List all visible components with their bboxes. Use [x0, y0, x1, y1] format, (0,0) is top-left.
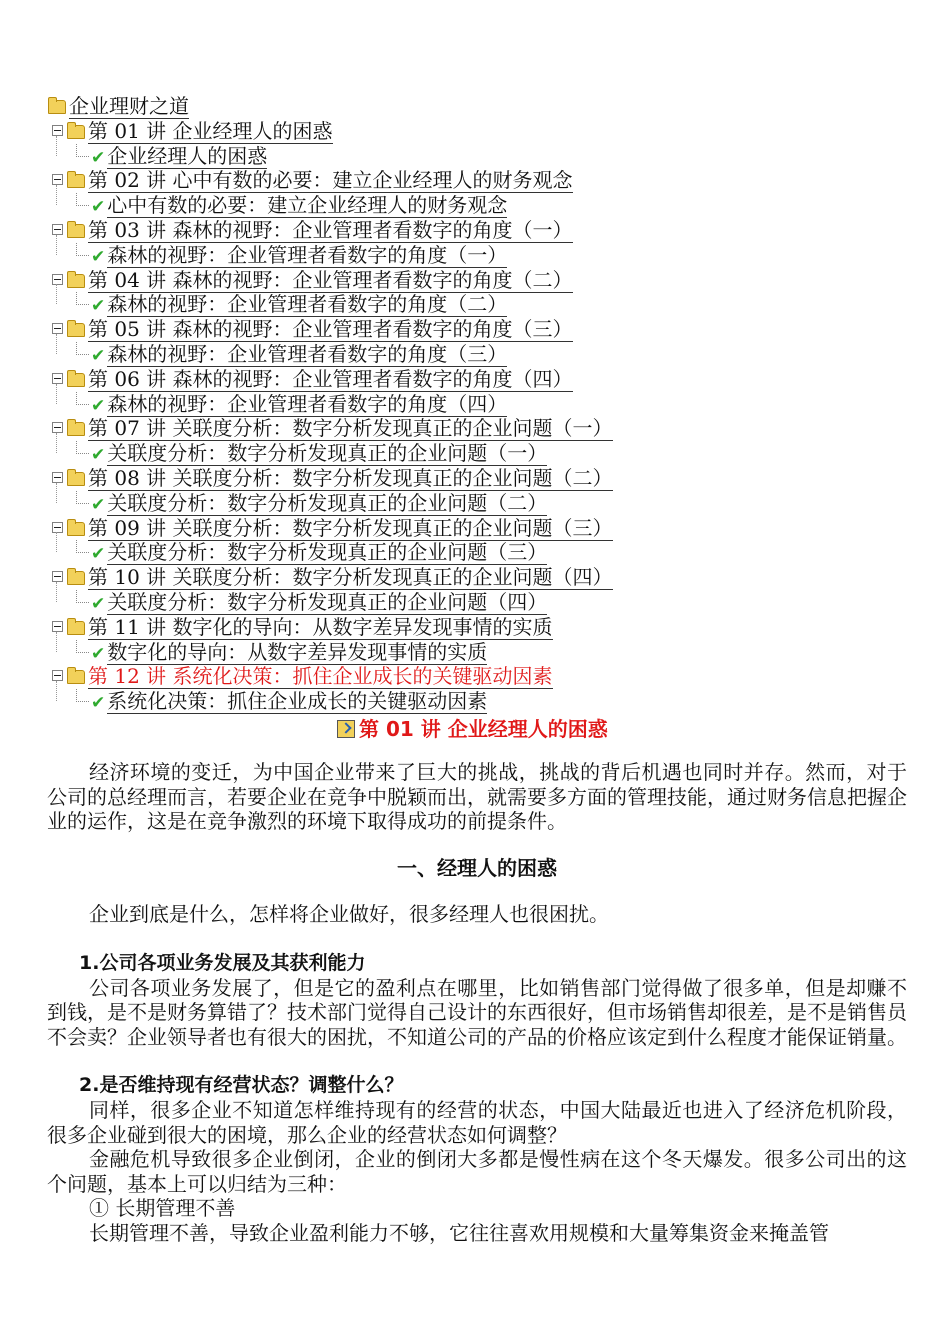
tree-elbow	[76, 144, 89, 157]
lecture-node[interactable]	[46, 615, 926, 640]
lesson-node[interactable]	[46, 144, 926, 169]
lesson-node[interactable]	[46, 292, 926, 317]
tree-elbow	[76, 243, 89, 256]
lecture-node[interactable]	[46, 367, 926, 392]
lesson-title[interactable]: 关联度分析：数字分析发现真正的企业问题（二）	[107, 490, 548, 515]
collapse-icon[interactable]	[52, 224, 63, 235]
tree-elbow	[76, 590, 89, 603]
collapse-icon[interactable]	[52, 621, 63, 632]
lecture-node[interactable]	[46, 664, 926, 689]
lecture-node[interactable]	[46, 268, 926, 293]
tree-line	[56, 433, 57, 453]
list-item: ① 长期管理不善	[89, 1196, 236, 1221]
lecture-node[interactable]	[46, 416, 926, 441]
tree-line	[56, 632, 57, 652]
lesson-node[interactable]	[46, 441, 926, 466]
section-heading: 一、经理人的困惑	[397, 855, 557, 880]
lesson-heading	[337, 716, 608, 742]
collapse-icon[interactable]	[52, 472, 63, 483]
tree-line	[56, 235, 57, 255]
lecture-node[interactable]	[46, 317, 926, 342]
folder-icon	[48, 100, 66, 114]
lesson-title[interactable]: 森林的视野：企业管理者看数字的角度（一）	[107, 242, 508, 267]
lesson-node[interactable]	[46, 640, 926, 665]
folder-icon	[67, 472, 85, 486]
lecture-title[interactable]: 第 01 讲 企业经理人的困惑	[88, 118, 333, 143]
lesson-node[interactable]	[46, 689, 926, 714]
check-icon: ✔	[91, 544, 106, 565]
lecture-title[interactable]: 第 11 讲 数字化的导向：从数字差异发现事情的实质	[88, 614, 553, 639]
lecture-title[interactable]: 第 06 讲 森林的视野：企业管理者看数字的角度（四）	[88, 366, 573, 391]
lesson-node[interactable]	[46, 392, 926, 417]
collapse-icon[interactable]	[52, 373, 63, 384]
check-icon: ✔	[91, 147, 106, 168]
folder-icon	[67, 125, 85, 139]
lesson-title[interactable]: 数字化的导向：从数字差异发现事情的实质	[107, 639, 488, 664]
lecture-title[interactable]: 第 09 讲 关联度分析：数字分析发现真正的企业问题（三）	[88, 515, 613, 540]
lecture-title[interactable]: 第 12 讲 系统化决策：抓住企业成长的关键驱动因素	[88, 664, 553, 689]
lesson-title[interactable]: 关联度分析：数字分析发现真正的企业问题（三）	[107, 540, 548, 565]
lesson-title[interactable]: 森林的视野：企业管理者看数字的角度（三）	[107, 341, 508, 366]
lesson-title[interactable]: 系统化决策：抓住企业成长的关键驱动因素	[107, 689, 488, 714]
tree-line	[56, 681, 57, 701]
subheading: 2.是否维持现有经营状态？调整什么？	[79, 1074, 404, 1097]
tree-line	[56, 136, 57, 156]
tree-elbow	[76, 392, 89, 405]
tree-elbow	[76, 540, 89, 553]
lecture-node[interactable]	[46, 218, 926, 243]
lecture-node[interactable]	[46, 466, 926, 491]
lecture-title[interactable]: 第 08 讲 关联度分析：数字分析发现真正的企业问题（二）	[88, 465, 613, 490]
folder-icon	[67, 373, 85, 387]
lecture-node[interactable]	[46, 168, 926, 193]
lecture-title[interactable]: 第 10 讲 关联度分析：数字分析发现真正的企业问题（四）	[88, 565, 613, 590]
lecture-node[interactable]	[46, 516, 926, 541]
collapse-icon[interactable]	[52, 323, 63, 334]
paragraph: 金融危机导致很多企业倒闭，企业的倒闭大多都是慢性病在这个冬天爆发。很多公司出的这个问题，基本上可以归结为三种：	[47, 1147, 907, 1196]
lesson-heading-text: 第 01 讲 企业经理人的困惑	[359, 717, 608, 741]
tree-elbow	[76, 342, 89, 355]
folder-icon	[67, 274, 85, 288]
subheading: 1.公司各项业务发展及其获利能力	[79, 951, 366, 974]
check-icon: ✔	[91, 246, 106, 267]
check-icon: ✔	[91, 345, 106, 366]
lesson-node[interactable]	[46, 193, 926, 218]
tree-elbow	[76, 292, 89, 305]
tree-line	[56, 582, 57, 602]
collapse-icon[interactable]	[52, 274, 63, 285]
collapse-icon[interactable]	[52, 571, 63, 582]
paragraph: 长期管理不善，导致企业盈利能力不够，它往往喜欢用规模和大量筹集资金来掩盖管	[89, 1220, 829, 1245]
lesson-content	[47, 760, 907, 1246]
paragraph: 企业到底是什么，怎样将企业做好，很多经理人也很困扰。	[89, 902, 609, 927]
tree-root[interactable]	[46, 94, 926, 119]
folder-icon	[67, 621, 85, 635]
collapse-icon[interactable]	[52, 422, 63, 433]
lecture-node[interactable]	[46, 119, 926, 144]
check-icon: ✔	[91, 296, 106, 317]
folder-icon	[67, 174, 85, 188]
tree-line	[56, 334, 57, 354]
check-icon: ✔	[91, 643, 106, 664]
tree-root-label[interactable]: 企业理财之道	[69, 94, 189, 118]
lesson-title[interactable]: 关联度分析：数字分析发现真正的企业问题（一）	[107, 441, 548, 466]
tree-elbow	[76, 193, 89, 206]
lesson-title[interactable]: 关联度分析：数字分析发现真正的企业问题（四）	[107, 589, 548, 614]
folder-icon	[67, 571, 85, 585]
lesson-icon	[337, 720, 355, 738]
check-icon: ✔	[91, 593, 106, 614]
tree-line	[56, 284, 57, 304]
tree-elbow	[76, 689, 89, 702]
lecture-node[interactable]	[46, 565, 926, 590]
lesson-title[interactable]: 森林的视野：企业管理者看数字的角度（二）	[107, 292, 508, 317]
lesson-title[interactable]: 森林的视野：企业管理者看数字的角度（四）	[107, 391, 508, 416]
tree-elbow	[76, 640, 89, 653]
folder-icon	[67, 224, 85, 238]
lecture-title[interactable]: 第 07 讲 关联度分析：数字分析发现真正的企业问题（一）	[88, 416, 613, 441]
lesson-node[interactable]	[46, 540, 926, 565]
check-icon: ✔	[91, 494, 106, 515]
lecture-title[interactable]: 第 02 讲 心中有数的必要：建立企业经理人的财务观念	[88, 168, 573, 193]
folder-icon	[67, 670, 85, 684]
collapse-icon[interactable]	[52, 174, 63, 185]
check-icon: ✔	[91, 197, 106, 218]
tree-line	[56, 384, 57, 404]
lesson-node[interactable]	[46, 491, 926, 516]
paragraph: 同样，很多企业不知道怎样维持现有的经营的状态，中国大陆最近也进入了经济危机阶段，很多企业碰到很大的困境，那么企业的经营状态如何调整？	[47, 1097, 907, 1147]
lesson-title[interactable]: 心中有数的必要：建立企业经理人的财务观念	[107, 193, 508, 218]
tree-elbow	[76, 491, 89, 504]
paragraph: 公司各项业务发展了，但是它的盈利点在哪里，比如销售部门觉得做了很多单，但是却赚不到钱，是不是财务算错了？技术部门觉得自己设计的东西很好，但市场销售却很差，是不是销售员不会卖？企业领导者也有很大的困扰，不知道公司的产品的价格应该定到什么程度才能保证销量。	[47, 975, 907, 1049]
check-icon: ✔	[91, 445, 106, 466]
tree-line	[56, 185, 57, 205]
check-icon: ✔	[91, 395, 106, 416]
folder-icon	[67, 422, 85, 436]
collapse-icon[interactable]	[52, 670, 63, 681]
lecture-title[interactable]: 第 05 讲 森林的视野：企业管理者看数字的角度（三）	[88, 317, 573, 342]
tree-line	[56, 483, 57, 503]
course-tree	[46, 94, 926, 714]
tree-line	[56, 532, 57, 552]
collapse-icon[interactable]	[52, 522, 63, 533]
folder-icon	[67, 522, 85, 536]
lesson-title[interactable]: 企业经理人的困惑	[107, 143, 268, 168]
collapse-icon[interactable]	[52, 125, 63, 136]
folder-icon	[67, 323, 85, 337]
lesson-node[interactable]	[46, 342, 926, 367]
lecture-title[interactable]: 第 03 讲 森林的视野：企业管理者看数字的角度（一）	[88, 217, 573, 242]
tree-elbow	[76, 441, 89, 454]
check-icon: ✔	[91, 693, 106, 714]
lecture-title[interactable]: 第 04 讲 森林的视野：企业管理者看数字的角度（二）	[88, 267, 573, 292]
lesson-node[interactable]	[46, 243, 926, 268]
intro-paragraph: 经济环境的变迁，为中国企业带来了巨大的挑战，挑战的背后机遇也同时并存。然而，对于公司的总经理而言，若要企业在竞争中脱颖而出，就需要多方面的管理技能，通过财务信息把握企业的运作，这是在竞争激烈的环境下取得成功的前提条件。	[47, 760, 907, 834]
lesson-node[interactable]	[46, 590, 926, 615]
